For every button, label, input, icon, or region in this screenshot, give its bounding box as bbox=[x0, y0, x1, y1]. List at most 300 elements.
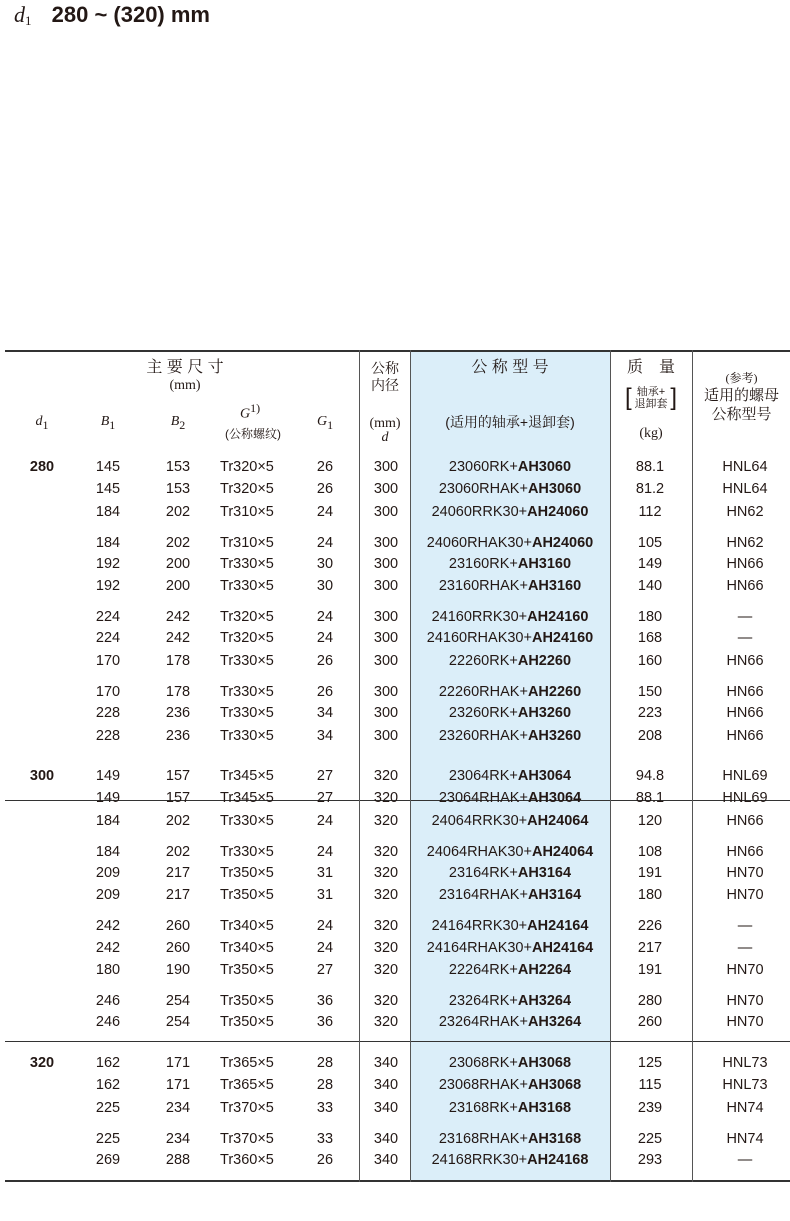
cell-bore: 300 bbox=[373, 556, 399, 572]
sleeve-designation: AH3064 bbox=[517, 768, 572, 784]
cell-nut: HN70 bbox=[726, 887, 764, 903]
cell-b2: 260 bbox=[165, 940, 191, 956]
cell-b1: 225 bbox=[95, 1100, 121, 1116]
cell-nut: HNL73 bbox=[722, 1077, 768, 1093]
sleeve-designation: AH24160 bbox=[527, 609, 589, 625]
table-row bbox=[5, 725, 790, 747]
bearing-designation: 23164RHAK+ bbox=[438, 887, 528, 903]
cell-b1: 209 bbox=[95, 887, 121, 903]
bearing-designation: 23260RHAK+ bbox=[438, 728, 528, 744]
cell-bore: 320 bbox=[373, 790, 399, 806]
cell-designation bbox=[410, 1149, 610, 1171]
sleeve-designation: AH3264 bbox=[517, 993, 572, 1009]
cell-mass: 260 bbox=[637, 1014, 663, 1030]
table-row bbox=[5, 501, 790, 523]
header-designation-note: (适用的轴承+退卸套) bbox=[445, 414, 575, 430]
cell-bore: 320 bbox=[373, 813, 399, 829]
header-g: $G^{1)}$ bbox=[239, 401, 261, 422]
cell-g1: 34 bbox=[316, 728, 334, 744]
cell-b1: 228 bbox=[95, 728, 121, 744]
cell-thread: Tr320×5 bbox=[220, 609, 274, 625]
table-bottom-rule bbox=[5, 1180, 790, 1182]
sleeve-designation: AH3260 bbox=[527, 728, 582, 744]
sleeve-designation: AH3060 bbox=[517, 459, 572, 475]
cell-bore: 300 bbox=[373, 684, 399, 700]
bearing-designation: 23264RHAK+ bbox=[438, 1014, 528, 1030]
header-nut-line-2: 公称型号 bbox=[711, 406, 772, 423]
cell-thread: Tr330×5 bbox=[220, 728, 274, 744]
table-top-rule bbox=[5, 350, 790, 352]
cell-thread: Tr330×5 bbox=[220, 705, 274, 721]
bearing-designation: 23068RHAK+ bbox=[438, 1077, 528, 1093]
bearing-designation: 23160RK+ bbox=[448, 556, 518, 572]
cell-designation bbox=[410, 725, 610, 747]
cell-thread: Tr330×5 bbox=[220, 844, 274, 860]
cell-b1: 228 bbox=[95, 705, 121, 721]
bearing-designation: 23060RK+ bbox=[448, 459, 518, 475]
cell-g1: 30 bbox=[316, 556, 334, 572]
header-designation: 公 称 型 号 bbox=[471, 359, 549, 376]
cell-designation bbox=[410, 575, 610, 597]
cell-mass: 293 bbox=[637, 1152, 663, 1168]
sleeve-designation: AH2260 bbox=[527, 684, 582, 700]
cell-b2: 190 bbox=[165, 962, 191, 978]
table-row bbox=[5, 681, 790, 703]
cell-designation bbox=[410, 810, 610, 832]
cell-g1: 27 bbox=[316, 790, 334, 806]
cell-bore: 340 bbox=[373, 1100, 399, 1116]
cell-nut: HN66 bbox=[726, 578, 764, 594]
cell-b1: 269 bbox=[95, 1152, 121, 1168]
cell-b2: 202 bbox=[165, 535, 191, 551]
sleeve-designation: AH2260 bbox=[517, 653, 572, 669]
cell-designation bbox=[410, 884, 610, 906]
cell-bore: 300 bbox=[373, 578, 399, 594]
cell-b2: 202 bbox=[165, 844, 191, 860]
cell-g1: 30 bbox=[316, 578, 334, 594]
cell-nut: — bbox=[737, 1152, 753, 1168]
cell-b1: 246 bbox=[95, 993, 121, 1009]
bearing-designation: 23064RK+ bbox=[448, 768, 518, 784]
cell-thread: Tr330×5 bbox=[220, 653, 274, 669]
cell-mass: 180 bbox=[637, 887, 663, 903]
cell-bore: 320 bbox=[373, 887, 399, 903]
table-row bbox=[5, 553, 790, 575]
cell-b2: 217 bbox=[165, 865, 191, 881]
header-nut-reference: (参考) bbox=[725, 371, 758, 385]
cell-nut: HN74 bbox=[726, 1131, 764, 1147]
cell-nut: — bbox=[737, 940, 753, 956]
cell-nut: — bbox=[737, 609, 753, 625]
cell-thread: Tr365×5 bbox=[220, 1077, 274, 1093]
cell-g1: 28 bbox=[316, 1077, 334, 1093]
cell-d1: 300 bbox=[29, 768, 55, 784]
cell-designation bbox=[410, 478, 610, 500]
cell-b1: 184 bbox=[95, 844, 121, 860]
header-mass-unit: (kg) bbox=[639, 426, 663, 441]
table-row bbox=[5, 787, 790, 809]
cell-g1: 24 bbox=[316, 535, 334, 551]
cell-designation bbox=[410, 702, 610, 724]
cell-nut: HN62 bbox=[726, 535, 764, 551]
sleeve-designation: AH3068 bbox=[517, 1055, 572, 1071]
cell-nut: HNL69 bbox=[722, 790, 768, 806]
cell-d1: 320 bbox=[29, 1055, 55, 1071]
cell-nut: HN66 bbox=[726, 844, 764, 860]
table-row bbox=[5, 1052, 790, 1074]
cell-g1: 28 bbox=[316, 1055, 334, 1071]
bearing-designation: 22264RK+ bbox=[448, 962, 518, 978]
header-g1: $G_1$ bbox=[316, 414, 334, 432]
table-row bbox=[5, 937, 790, 959]
cell-b2: 260 bbox=[165, 918, 191, 934]
cell-nut: HN66 bbox=[726, 705, 764, 721]
cell-g1: 26 bbox=[316, 481, 334, 497]
cell-nut: HNL64 bbox=[722, 459, 768, 475]
table-row bbox=[5, 478, 790, 500]
cell-mass: 150 bbox=[637, 684, 663, 700]
cell-designation bbox=[410, 990, 610, 1012]
cell-b1: 225 bbox=[95, 1131, 121, 1147]
cell-d1: 280 bbox=[29, 459, 55, 475]
cell-designation bbox=[410, 456, 610, 478]
cell-b2: 242 bbox=[165, 609, 191, 625]
sleeve-designation: AH3168 bbox=[517, 1100, 572, 1116]
sleeve-designation: AH3064 bbox=[527, 790, 582, 806]
sleeve-designation: AH24164 bbox=[527, 918, 589, 934]
bearing-designation: 23064RHAK+ bbox=[438, 790, 528, 806]
header-nominal-bore-1: 公称 bbox=[371, 360, 399, 376]
table-row bbox=[5, 456, 790, 478]
cell-thread: Tr330×5 bbox=[220, 556, 274, 572]
cell-thread: Tr350×5 bbox=[220, 865, 274, 881]
cell-nut: HN70 bbox=[726, 993, 764, 1009]
cell-bore: 300 bbox=[373, 630, 399, 646]
cell-g1: 24 bbox=[316, 630, 334, 646]
sleeve-designation: AH24060 bbox=[527, 504, 589, 520]
cell-g1: 24 bbox=[316, 609, 334, 625]
cell-b2: 236 bbox=[165, 705, 191, 721]
cell-g1: 36 bbox=[316, 993, 334, 1009]
cell-thread: Tr370×5 bbox=[220, 1131, 274, 1147]
cell-b1: 145 bbox=[95, 459, 121, 475]
cell-bore: 320 bbox=[373, 940, 399, 956]
bearing-designation: 23168RK+ bbox=[448, 1100, 518, 1116]
cell-b1: 192 bbox=[95, 556, 121, 572]
cell-b1: 184 bbox=[95, 504, 121, 520]
cell-g1: 24 bbox=[316, 940, 334, 956]
cell-b1: 246 bbox=[95, 1014, 121, 1030]
cell-nut: HNL69 bbox=[722, 768, 768, 784]
cell-nut: HN70 bbox=[726, 962, 764, 978]
bearing-designation: 23160RHAK+ bbox=[438, 578, 528, 594]
cell-mass: 191 bbox=[637, 865, 663, 881]
table-row bbox=[5, 765, 790, 787]
cell-designation bbox=[410, 1011, 610, 1033]
cell-thread: Tr320×5 bbox=[220, 459, 274, 475]
cell-bore: 300 bbox=[373, 504, 399, 520]
bearing-designation: 23060RHAK+ bbox=[438, 481, 528, 497]
table-row bbox=[5, 702, 790, 724]
cell-designation bbox=[410, 937, 610, 959]
cell-b2: 178 bbox=[165, 653, 191, 669]
cell-bore: 320 bbox=[373, 993, 399, 1009]
cell-mass: 140 bbox=[637, 578, 663, 594]
cell-bore: 300 bbox=[373, 705, 399, 721]
cell-b1: 242 bbox=[95, 918, 121, 934]
cell-b2: 200 bbox=[165, 578, 191, 594]
cell-mass: 81.2 bbox=[635, 481, 665, 497]
bearing-designation: 24168RRK30+ bbox=[431, 1152, 528, 1168]
cell-thread: Tr350×5 bbox=[220, 1014, 274, 1030]
cell-designation bbox=[410, 1097, 610, 1119]
cell-designation bbox=[410, 787, 610, 809]
cell-bore: 300 bbox=[373, 609, 399, 625]
bearing-designation: 23168RHAK+ bbox=[438, 1131, 528, 1147]
cell-bore: 320 bbox=[373, 844, 399, 860]
cell-designation bbox=[410, 841, 610, 863]
cell-mass: 180 bbox=[637, 609, 663, 625]
table-row bbox=[5, 1097, 790, 1119]
cell-nut: HN66 bbox=[726, 556, 764, 572]
cell-designation bbox=[410, 681, 610, 703]
sleeve-designation: AH2264 bbox=[517, 962, 572, 978]
cell-designation bbox=[410, 915, 610, 937]
cell-designation bbox=[410, 650, 610, 672]
table-row bbox=[5, 862, 790, 884]
sleeve-designation: AH3060 bbox=[527, 481, 582, 497]
cell-designation bbox=[410, 532, 610, 554]
table-row bbox=[5, 606, 790, 628]
cell-nut: HN66 bbox=[726, 684, 764, 700]
cell-designation bbox=[410, 1052, 610, 1074]
cell-thread: Tr345×5 bbox=[220, 768, 274, 784]
header-b1: $B_1$ bbox=[100, 414, 116, 432]
table-row bbox=[5, 1074, 790, 1096]
cell-b2: 288 bbox=[165, 1152, 191, 1168]
cell-b1: 145 bbox=[95, 481, 121, 497]
cell-b2: 153 bbox=[165, 459, 191, 475]
cell-bore: 320 bbox=[373, 768, 399, 784]
cell-nut: HN66 bbox=[726, 813, 764, 829]
cell-b1: 180 bbox=[95, 962, 121, 978]
cell-thread: Tr370×5 bbox=[220, 1100, 274, 1116]
cell-mass: 191 bbox=[637, 962, 663, 978]
header-mass: 质 量 bbox=[626, 359, 675, 376]
header-g-note: (公称螺纹) bbox=[225, 427, 281, 441]
cell-mass: 208 bbox=[637, 728, 663, 744]
cell-nut: HN70 bbox=[726, 865, 764, 881]
cell-b1: 149 bbox=[95, 790, 121, 806]
cell-b2: 178 bbox=[165, 684, 191, 700]
cell-thread: Tr310×5 bbox=[220, 535, 274, 551]
cell-thread: Tr350×5 bbox=[220, 993, 274, 1009]
cell-b1: 149 bbox=[95, 768, 121, 784]
cell-thread: Tr345×5 bbox=[220, 790, 274, 806]
cell-g1: 26 bbox=[316, 1152, 334, 1168]
table-row bbox=[5, 810, 790, 832]
table-row bbox=[5, 1011, 790, 1033]
dimension-table: 主 要 尺 寸 (mm) $d_1$ $B_1$ $B_2$ $G^{1)}$ (公称螺纹) $G_1$ 公称 内径 (mm) d 公 称 型 号 (适用的轴承+退卸套) 质 量 [ 轴承+ 退卸套 ] (kg) (参考) 适用的螺母 公称型号 280 145 153 Tr320×5 26 300 23060RK+AH3060 88.1 HNL64 145 153 Tr320×5 26 300 23060RHAK+AH3060 81.2 HNL64 184 202 Tr310×5 24 300 24060RRK30+AH24060 112 HN62 184 202 Tr310×5 24 300 24060RHAK30+AH24060 105 HN62 192 200 Tr330×5 30 300 23160RK+AH3160 149 HN66 192 200 Tr330×5 30 300 23160RHAK+AH3160 140 HN66 224 242 Tr320×5 24 300 24160RRK30+AH24160 180 — 224 242 Tr320×5 24 300 24160RHAK30+AH24160 168 — 170 178 Tr330×5 26 300 22260RK+AH2260 160 HN66 170 178 Tr330×5 26 300 22260RHAK+AH2260 150 HN66 228 236 Tr330×5 34 300 23260RK+AH3260 223 HN66 228 236 Tr330×5 34 300 23260RHAK+AH3260 208 HN66 300 149 157 Tr345×5 27 320 23064RK+AH3064 94.8 HNL69 149 157 Tr345×5 27 320 23064RHAK+AH3064 88.1 HNL69 184 202 Tr330×5 24 320 24064RRK30+AH24064 120 HN66 184 202 Tr330×5 24 320 24064RHAK30+AH24064 108 HN66 209 217 Tr350×5 31 320 23164RK+AH3164 191 HN70 209 217 Tr350×5 31 320 23164RHAK+AH3164 180 HN70 242 260 Tr340×5 24 320 24164RRK30+AH24164 226 — 242 260 Tr340×5 24 320 24164RHAK30+AH24164 217 — 180 190 Tr350×5 27 320 22264RK+AH2264 191 HN70 246 254 Tr350×5 36 320 23264RK+AH3264 280 HN70 246 254 Tr350×5 36 320 23264RHAK+AH3264 260 HN70 320 162 171 Tr365×5 28 340 23068RK+AH3068 125 HNL73 162 171 Tr365×5 28 340 23068RHAK+AH3068 115 HNL73 225 234 Tr370×5 33 340 23168RK+AH3168 239 HN74 225 234 Tr370×5 33 340 23168RHAK+AH3168 225 HN74 269 288 Tr360×5 26 340 24168RRK30+AH24168 293 — bbox=[5, 350, 790, 1182]
sleeve-designation: AH3068 bbox=[527, 1077, 582, 1093]
sleeve-designation: AH24064 bbox=[527, 813, 589, 829]
cell-b1: 224 bbox=[95, 630, 121, 646]
cell-designation bbox=[410, 862, 610, 884]
cell-designation bbox=[410, 1074, 610, 1096]
header-bore-symbol: d bbox=[381, 430, 389, 445]
cell-g1: 33 bbox=[316, 1100, 334, 1116]
cell-mass: 160 bbox=[637, 653, 663, 669]
cell-thread: Tr365×5 bbox=[220, 1055, 274, 1071]
bearing-designation: 22260RHAK+ bbox=[438, 684, 528, 700]
cell-b2: 157 bbox=[165, 768, 191, 784]
cell-b1: 170 bbox=[95, 653, 121, 669]
cell-mass: 217 bbox=[637, 940, 663, 956]
cell-b1: 184 bbox=[95, 813, 121, 829]
cell-mass: 239 bbox=[637, 1100, 663, 1116]
cell-b2: 234 bbox=[165, 1131, 191, 1147]
cell-thread: Tr310×5 bbox=[220, 504, 274, 520]
cell-mass: 223 bbox=[637, 705, 663, 721]
cell-thread: Tr350×5 bbox=[220, 962, 274, 978]
cell-bore: 320 bbox=[373, 1014, 399, 1030]
cell-bore: 340 bbox=[373, 1055, 399, 1071]
cell-thread: Tr340×5 bbox=[220, 940, 274, 956]
cell-mass: 105 bbox=[637, 535, 663, 551]
cell-designation bbox=[410, 606, 610, 628]
cell-b2: 217 bbox=[165, 887, 191, 903]
cell-b1: 224 bbox=[95, 609, 121, 625]
cell-mass: 125 bbox=[637, 1055, 663, 1071]
cell-g1: 33 bbox=[316, 1131, 334, 1147]
cell-g1: 31 bbox=[316, 865, 334, 881]
cell-g1: 24 bbox=[316, 504, 334, 520]
table-row bbox=[5, 1149, 790, 1171]
cell-designation bbox=[410, 553, 610, 575]
header-d1: $d_1$ bbox=[35, 414, 49, 432]
header-nut-line-1: 适用的螺母 bbox=[703, 387, 779, 404]
cell-g1: 31 bbox=[316, 887, 334, 903]
cell-thread: Tr330×5 bbox=[220, 813, 274, 829]
cell-bore: 320 bbox=[373, 962, 399, 978]
bearing-designation: 23068RK+ bbox=[448, 1055, 518, 1071]
header-b2: $B_2$ bbox=[170, 414, 186, 432]
cell-thread: Tr320×5 bbox=[220, 630, 274, 646]
sleeve-designation: AH24064 bbox=[531, 844, 594, 860]
cell-g1: 24 bbox=[316, 918, 334, 934]
cell-nut: HN66 bbox=[726, 728, 764, 744]
table-row bbox=[5, 959, 790, 981]
cell-nut: HNL73 bbox=[722, 1055, 768, 1071]
cell-b2: 254 bbox=[165, 993, 191, 1009]
cell-designation bbox=[410, 627, 610, 649]
bearing-designation: 24060RRK30+ bbox=[431, 504, 528, 520]
sleeve-designation: AH3160 bbox=[517, 556, 572, 572]
sleeve-designation: AH24168 bbox=[527, 1152, 589, 1168]
cell-bore: 300 bbox=[373, 728, 399, 744]
cell-b1: 170 bbox=[95, 684, 121, 700]
cell-thread: Tr330×5 bbox=[220, 578, 274, 594]
cell-b2: 234 bbox=[165, 1100, 191, 1116]
table-row bbox=[5, 650, 790, 672]
sleeve-designation: AH3168 bbox=[527, 1131, 582, 1147]
cell-g1: 27 bbox=[316, 962, 334, 978]
cell-b2: 254 bbox=[165, 1014, 191, 1030]
bearing-designation: 24064RHAK30+ bbox=[426, 844, 532, 860]
bearing-designation: 24060RHAK30+ bbox=[426, 535, 532, 551]
cell-mass: 226 bbox=[637, 918, 663, 934]
cell-mass: 120 bbox=[637, 813, 663, 829]
page-title bbox=[14, 2, 210, 29]
cell-bore: 320 bbox=[373, 918, 399, 934]
cell-g1: 27 bbox=[316, 768, 334, 784]
cell-b2: 171 bbox=[165, 1077, 191, 1093]
cell-mass: 280 bbox=[637, 993, 663, 1009]
sleeve-designation: AH3164 bbox=[527, 887, 582, 903]
cell-b1: 184 bbox=[95, 535, 121, 551]
cell-mass: 168 bbox=[637, 630, 663, 646]
cell-thread: Tr360×5 bbox=[220, 1152, 274, 1168]
header-mm-unit: (mm) bbox=[169, 378, 201, 393]
sleeve-designation: AH24164 bbox=[531, 940, 594, 956]
bearing-designation: 24160RHAK30+ bbox=[426, 630, 532, 646]
cell-nut: HN74 bbox=[726, 1100, 764, 1116]
cell-b2: 202 bbox=[165, 813, 191, 829]
cell-b1: 242 bbox=[95, 940, 121, 956]
cell-b2: 153 bbox=[165, 481, 191, 497]
cell-mass: 225 bbox=[637, 1131, 663, 1147]
cell-b1: 162 bbox=[95, 1055, 121, 1071]
cell-bore: 340 bbox=[373, 1152, 399, 1168]
group-separator-2 bbox=[5, 1041, 790, 1042]
bearing-designation: 23260RK+ bbox=[448, 705, 518, 721]
cell-b2: 236 bbox=[165, 728, 191, 744]
cell-mass: 115 bbox=[638, 1077, 662, 1093]
cell-g1: 34 bbox=[316, 705, 334, 721]
cell-b2: 200 bbox=[165, 556, 191, 572]
cell-thread: Tr320×5 bbox=[220, 481, 274, 497]
sleeve-designation: AH3160 bbox=[527, 578, 582, 594]
cell-b2: 171 bbox=[165, 1055, 191, 1071]
cell-nut: HN70 bbox=[726, 1014, 764, 1030]
cell-g1: 26 bbox=[316, 684, 334, 700]
header-main-dimensions: 主 要 尺 寸 bbox=[146, 359, 224, 376]
cell-g1: 24 bbox=[316, 844, 334, 860]
header-nominal-bore-2: 内径 bbox=[371, 377, 399, 393]
cell-bore: 300 bbox=[373, 535, 399, 551]
cell-g1: 26 bbox=[316, 459, 334, 475]
cell-bore: 340 bbox=[373, 1077, 399, 1093]
cell-designation bbox=[410, 959, 610, 981]
cell-nut: — bbox=[737, 918, 753, 934]
table-row bbox=[5, 915, 790, 937]
cell-bore: 300 bbox=[373, 481, 399, 497]
cell-designation bbox=[410, 501, 610, 523]
table-row bbox=[5, 532, 790, 554]
cell-bore: 300 bbox=[373, 459, 399, 475]
cell-mass: 94.8 bbox=[635, 768, 665, 784]
bearing-designation: 24164RRK30+ bbox=[431, 918, 528, 934]
cell-b2: 202 bbox=[165, 504, 191, 520]
sleeve-designation: AH3164 bbox=[517, 865, 572, 881]
bearing-designation: 24160RRK30+ bbox=[431, 609, 528, 625]
header-bore-unit: (mm) bbox=[369, 416, 401, 431]
cell-b1: 192 bbox=[95, 578, 121, 594]
sleeve-designation: AH3260 bbox=[517, 705, 572, 721]
sleeve-designation: AH24060 bbox=[531, 535, 594, 551]
cell-g1: 24 bbox=[316, 813, 334, 829]
cell-mass: 88.1 bbox=[635, 790, 665, 806]
